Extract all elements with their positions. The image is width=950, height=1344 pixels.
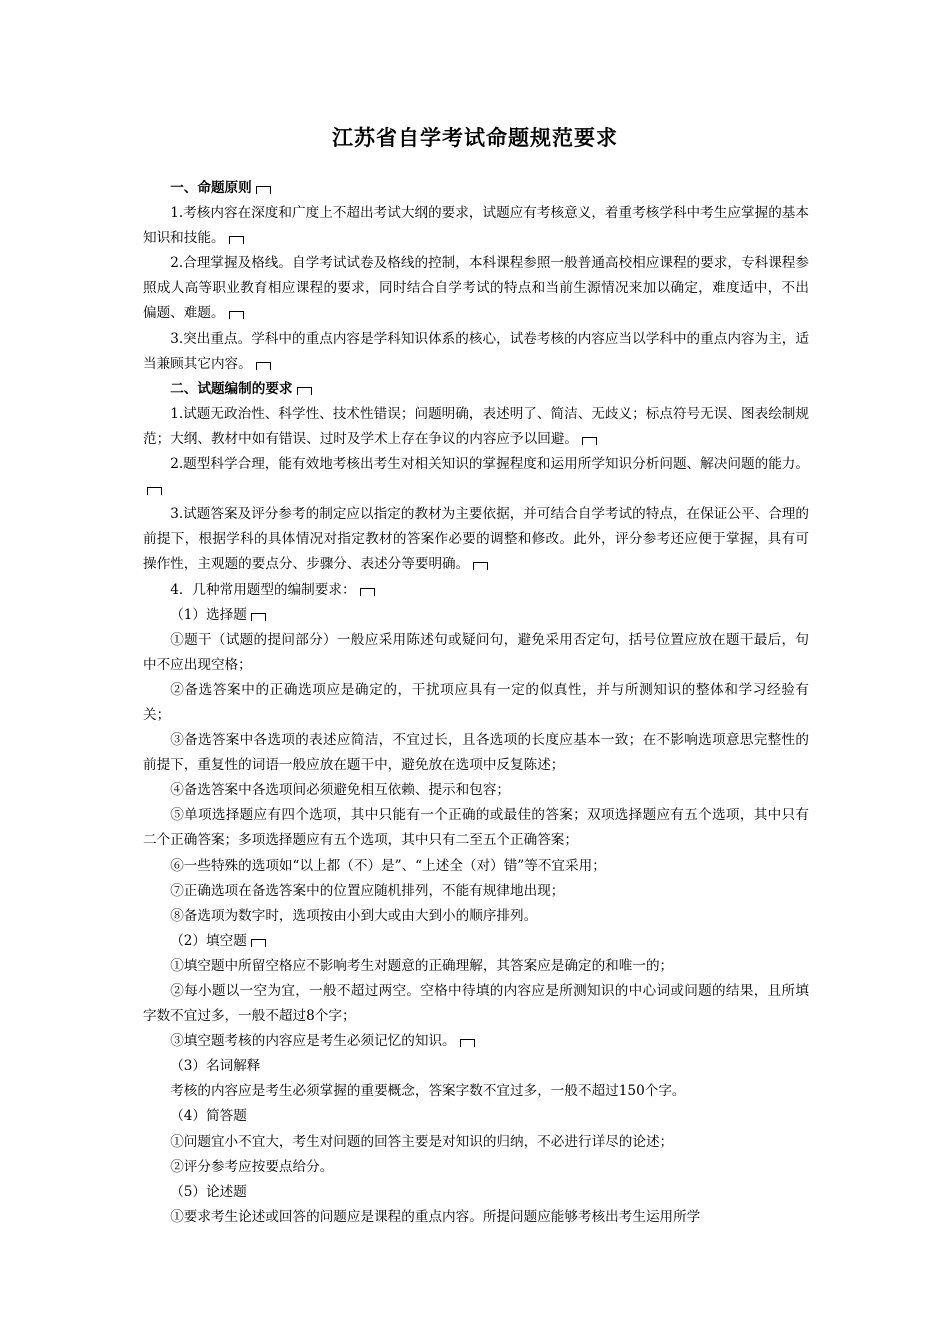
paragraph-text: 3.突出重点。学科中的重点内容是学科知识体系的核心，试卷考核的内容应当以学科中的重点内容为主，适当兼顾其它内容。 <box>143 330 809 372</box>
paragraph-text: 2.题型科学合理，能有效地考核出考生对相关知识的掌握程度和运用所学知识分析问题、解决问题的能力。 <box>170 456 809 473</box>
heading-text: 一、命题原则 <box>170 180 252 196</box>
list-item: ②评分参考应按要点给分。 <box>170 1158 334 1175</box>
paragraph <box>143 502 809 577</box>
subheading-essay: （5）论述题 <box>170 1183 247 1200</box>
paragraph-mark-icon <box>297 387 312 395</box>
paragraph-mark-icon <box>229 311 244 319</box>
list-item: ②备选答案中的正确选项应是确定的，干扰项应具有一定的似真性，并与所测知识的整体和学习经验有关； <box>143 681 809 723</box>
paragraph-mark-icon <box>360 588 375 596</box>
paragraph: 考核的内容应是考生必须掌握的重要概念，答案字数不宜过多，一般不超过150个字。 <box>170 1083 686 1100</box>
list-item: ⑦正确选项在备选答案中的位置应随机排列，不能有规律地出现； <box>170 882 565 899</box>
list-item: ①题干（试题的提问部分）一般应采用陈述句或疑问句，避免采用否定句，括号位置应放在题干最后，句中不应出现空格； <box>143 631 809 673</box>
list-item: ⑤单项选择题应有四个选项，其中只能有一个正确的或最佳的答案；双项选择题应有五个选项，其中只有二个正确答案；多项选择题应有五个选项，其中只有二至五个正确答案； <box>143 807 809 849</box>
list-item: ④备选答案中各选项间必须避免相互依赖、提示和包容； <box>170 782 511 799</box>
subheading-fill <box>143 929 809 954</box>
paragraph-text: 1.考核内容在深度和广度上不超出考试大纲的要求，试题应有考核意义，着重考核学科中考生应掌握的基本知识和技能。 <box>143 205 809 247</box>
list-item <box>143 1029 809 1054</box>
page-title: 江苏省自学考试命题规范要求 <box>332 126 618 150</box>
paragraph-mark-icon <box>229 236 244 244</box>
section-heading-requirements <box>143 377 809 402</box>
list-item: ③备选答案中各选项的表述应简洁，不宜过长，且各选项的长度应基本一致；在不影响选项意思完整性的前提下，重复性的词语一般应放在题干中，避免放在选项中反复陈述； <box>143 732 809 774</box>
paragraph-mark-icon <box>460 1039 475 1047</box>
list-item: ①问题宜小不宜大，考生对问题的回答主要是对知识的归纳，不必进行详尽的论述； <box>170 1133 674 1150</box>
paragraph-mark-icon <box>582 437 597 445</box>
paragraph-text: 3.试题答案及评分参考的制定应以指定的教材为主要依据，并可结合自学考试的特点，在保证公平、合理的前提下，根据学科的具体情况对指定教材的答案作必要的调整和修改。此外，评分参考还应便于掌握，具有可操作性，主观题的要点分、步骤分、表述分等要明确。 <box>143 506 809 573</box>
heading-text: 二、试题编制的要求 <box>170 380 293 397</box>
paragraph <box>143 327 809 377</box>
paragraph-mark-icon <box>473 562 488 570</box>
section-heading-principles <box>143 176 809 201</box>
list-item: ①要求考生论述或回答的问题应是课程的重点内容。所提问题应能够考核出考生运用所学 <box>170 1208 701 1225</box>
list-item-text: ③填空题考核的内容应是考生必须记忆的知识。 <box>170 1033 456 1050</box>
subheading-text: （2）填空题 <box>170 932 247 949</box>
paragraph <box>143 402 809 452</box>
paragraph-text: 2.合理掌握及格线。自学考试试卷及格线的控制，本科课程参照一般普通高校相应课程的要求，专科课程参照成人高等职业教育相应课程的要求，同时结合自学考试的特点和当前生源情况来加以确定，难度适中，不出偏题、难题。 <box>143 255 809 322</box>
list-item: ②每小题以一空为宜，一般不超过两空。空格中待填的内容应是所测知识的中心词或问题的结果，且所填字数不宜过多，一般不超过8个字； <box>143 983 809 1025</box>
paragraph-text: 4．几种常用题型的编制要求： <box>170 581 356 598</box>
subheading-term: （3）名词解释 <box>170 1058 261 1075</box>
list-item: ⑥一些特殊的选项如“以上都（不）是”、“上述全（对）错”等不宜采用； <box>170 857 606 874</box>
paragraph-mark-icon <box>147 487 162 495</box>
paragraph-text: 1.试题无政治性、科学性、技术性错误；问题明确，表述明了、简洁、无歧义；标点符号无误、图表绘制规范；大纲、教材中如有错误、过时及学术上存在争议的内容应予以回避。 <box>143 405 809 447</box>
subheading-short-answer: （4）简答题 <box>170 1108 247 1125</box>
paragraph-mark-icon <box>251 939 266 947</box>
document-body <box>143 176 809 1230</box>
paragraph-mark-icon <box>256 362 271 370</box>
subheading-choice <box>143 603 809 628</box>
paragraph <box>143 201 809 251</box>
list-item: ①填空题中所留空格应不影响考生对题意的正确理解，其答案应是确定的和唯一的； <box>170 957 674 974</box>
paragraph-mark-icon <box>256 186 271 194</box>
paragraph <box>143 578 809 603</box>
subheading-text: （1）选择题 <box>170 606 247 623</box>
list-item: ⑧备选项为数字时，选项按由小到大或由大到小的顺序排列。 <box>170 907 538 924</box>
paragraph <box>143 452 809 502</box>
paragraph-mark-icon <box>251 613 266 621</box>
paragraph <box>143 251 809 326</box>
